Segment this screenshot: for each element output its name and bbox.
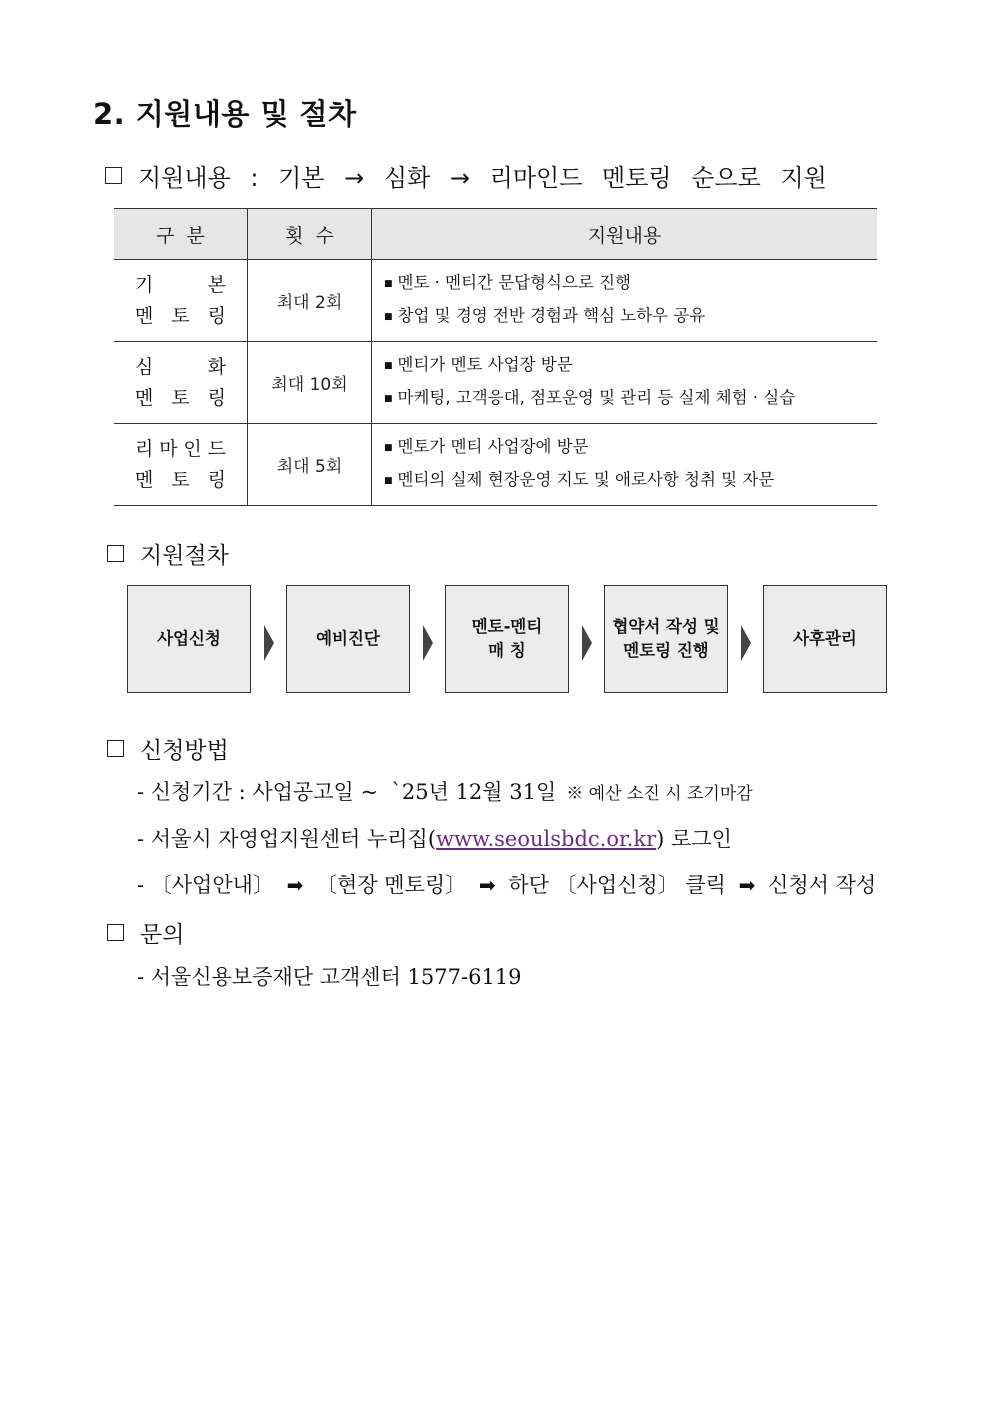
arrow-right-icon: ➡: [738, 873, 756, 897]
step-box: [604, 585, 728, 693]
cat-char: 토: [171, 304, 190, 327]
checkbox-square-icon: [105, 167, 122, 184]
chevron-right-icon: [264, 625, 274, 661]
cat-char: 기: [135, 273, 154, 296]
checkbox-square-icon: [107, 545, 124, 562]
header-count: 횟 수: [248, 209, 372, 260]
content-item: ■ 멘토가 멘티 사업장에 방문: [384, 432, 876, 465]
step-box: [763, 585, 887, 693]
procedure-label: 지원절차: [140, 543, 229, 569]
content-item: ■ 멘토 · 멘티간 문답형식으로 진행: [384, 268, 876, 301]
content-item: ■ 창업 및 경영 전반 경험과 핵심 노하우 공유: [384, 301, 876, 334]
page-title: 2. 지원내용 및 절차: [93, 97, 357, 131]
support-label: 지원내용: [138, 164, 231, 192]
content-item: ■ 멘티가 멘토 사업장 방문: [384, 350, 876, 383]
content-item: ■ 멘티의 실제 현장운영 지도 및 애로사항 청취 및 자문: [384, 465, 876, 498]
apply-label: 신청방법: [140, 738, 229, 764]
path-step: 〔현장 멘토링〕: [316, 873, 467, 897]
support-content-heading: [105, 158, 839, 193]
inquiry-contact: - 서울신용보증재단 고객센터 1577-6119: [137, 965, 522, 989]
category-cell: [115, 352, 246, 414]
procedure-flow: [127, 585, 888, 695]
step-label: 멘토-멘티: [471, 617, 543, 636]
table-row: [114, 260, 877, 342]
cat-char: 토: [171, 386, 190, 409]
inquiry-heading: [107, 916, 184, 949]
apply-heading: [107, 732, 229, 765]
cat-char: 드: [207, 437, 226, 460]
step-label: 협약서 작성 및: [612, 617, 720, 636]
checkbox-square-icon: [107, 740, 124, 757]
right-arrow-icon: →: [344, 164, 365, 192]
table-header-row: [114, 209, 877, 260]
website-link[interactable]: www.seoulsbdc.or.kr: [436, 827, 657, 851]
content-item: ■ 마케팅, 고객응대, 점포운영 및 관리 등 실제 체험 · 실습: [384, 383, 876, 416]
step-box: [127, 585, 251, 693]
cat-char: 링: [207, 468, 226, 491]
step-box: [286, 585, 410, 693]
header-content: 지원내용: [372, 209, 878, 260]
login-prefix: - 서울시 자영업지원센터 누리집(: [137, 827, 437, 851]
apply-path: [137, 869, 876, 899]
support-table: [114, 208, 877, 506]
cat-char: 마: [159, 437, 178, 460]
count-cell: 최대 10회: [248, 342, 372, 424]
cat-char: 리: [135, 437, 154, 460]
chevron-right-icon: [582, 625, 592, 661]
flow-word: 멘토링: [602, 164, 672, 192]
checkbox-square-icon: [107, 924, 124, 941]
chevron-right-icon: [423, 625, 433, 661]
step-box: [445, 585, 569, 693]
content-cell: [372, 260, 878, 342]
arrow-right-icon: ➡: [286, 873, 304, 897]
cat-char: 토: [171, 468, 190, 491]
content-cell: [372, 342, 878, 424]
path-step: - 〔사업안내〕: [137, 873, 274, 897]
category-cell: [115, 270, 246, 332]
flow-word: 리마인드: [489, 164, 583, 192]
period-text: - 신청기간 : 사업공고일 ~ `25년 12월 31일: [137, 780, 557, 804]
content-cell: [372, 424, 878, 506]
step-label: 예비진단: [316, 629, 380, 648]
inquiry-label: 문의: [140, 922, 185, 948]
arrow-right-icon: ➡: [478, 873, 496, 897]
step-label: 사업신청: [157, 629, 221, 648]
cat-char: 심: [135, 355, 154, 378]
count-cell: 최대 5회: [248, 424, 372, 506]
cat-char: 링: [207, 304, 226, 327]
period-note: ※ 예산 소진 시 조기마감: [566, 784, 753, 804]
apply-login: [137, 823, 732, 853]
count-cell: 최대 2회: [248, 260, 372, 342]
path-step: 하단 〔사업신청〕 클릭: [508, 873, 726, 897]
cat-char: 링: [207, 386, 226, 409]
table-row: [114, 424, 877, 506]
colon: :: [250, 164, 259, 192]
step-label: 사후관리: [793, 629, 857, 648]
right-arrow-icon: →: [449, 164, 471, 192]
flow-word: 지원: [780, 164, 827, 192]
cat-char: 멘: [135, 386, 154, 409]
flow-word: 심화: [383, 164, 431, 192]
header-category: 구 분: [114, 209, 248, 260]
cat-char: 화: [207, 355, 226, 378]
cat-char: 인: [183, 437, 202, 460]
login-suffix: ) 로그인: [656, 827, 732, 851]
cat-char: 멘: [135, 304, 154, 327]
cat-char: 멘: [135, 468, 154, 491]
category-cell: [115, 434, 246, 496]
step-label: 멘토링 진행: [623, 641, 709, 660]
step-label: 매 칭: [488, 641, 526, 660]
path-step: 신청서 작성: [768, 873, 877, 897]
apply-period: [137, 776, 753, 806]
procedure-heading: [107, 537, 229, 570]
flow-word: 기본: [278, 164, 325, 192]
cat-char: 본: [207, 273, 226, 296]
table-row: [114, 342, 877, 424]
flow-word: 순으로: [691, 164, 761, 192]
chevron-right-icon: [741, 625, 751, 661]
